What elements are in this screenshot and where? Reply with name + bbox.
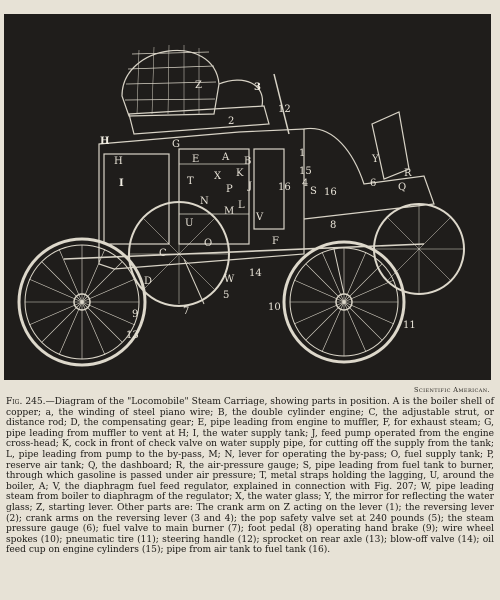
label-4: 4 bbox=[302, 178, 309, 189]
label-12: 12 bbox=[278, 104, 291, 115]
caption-figure-number: Fig. 245. bbox=[6, 397, 46, 407]
label-H2: H bbox=[114, 156, 123, 167]
label-16: 16 bbox=[278, 182, 291, 193]
label-M: M bbox=[224, 206, 235, 217]
label-15: 15 bbox=[299, 166, 312, 177]
label-16b: 16 bbox=[324, 187, 337, 198]
caption-text: —Diagram of the "Locomobile" Steam Carriage, showing parts in position. A is the boiler shell of copper; a, the winding of steel piano wire; B, the double cylinder engine; C, the adjustable strut, or distance rod; D, the compensating gear; E, pipe leading from engine to muffler, F, for exhaust steam; G, pipe leading from muffler to vent at H; I, the water supply tank; J, feed pump operated from the engine cross-head; K, cock in front of check valve on water supply pipe, for cutting off the supply from the tank; L, pipe leading from pump to the by-pass, M; N, lever for operating the by-pass; O, fuel supply tank; P, reserve air tank; Q, the dashboard; R, the air-pressure gauge; S, pipe leading from fuel tank to burner, through which gasoline is passed under air pressure; T, metal straps holding the lagging, U, around the boiler, A; V, the diaphragm fuel feed regulator, explained in connection with Fig. 207; W, pipe leading steam from boiler to diaphragm of the regulator; X, the water glass; Y, the mirror for reflecting the water glass; Z, starting lever. Other parts are: The crank arm on Z acting on the lever (1); the reversing lever (2); crank arms on the reversing lever (3 and 4); the pop safety valve set at 240 pounds (5); the steam pressure gauge (6); fuel valve to main burner (7); foot pedal (8) operating hand brake (9); wire wheel spokes (10); pneumatic tire (11); steering handle (12); sprocket on rear axle (13); blow-off valve (14); oil feed cup on engine cylinders (15); pipe from air tank to fuel tank (16). bbox=[6, 397, 494, 556]
label-E: E bbox=[192, 154, 200, 165]
label-C: C bbox=[159, 248, 167, 259]
label-13: 13 bbox=[126, 330, 139, 341]
label-2: 2 bbox=[228, 116, 235, 127]
boiler bbox=[179, 149, 252, 244]
label-J: J bbox=[248, 181, 253, 192]
label-L: L bbox=[238, 200, 245, 211]
label-V: V bbox=[256, 212, 264, 223]
label-Y: Y bbox=[372, 154, 379, 165]
label-8: 8 bbox=[330, 220, 337, 231]
front-right-wheel bbox=[374, 204, 464, 294]
label-S: S bbox=[310, 186, 317, 197]
label-W: W bbox=[224, 274, 235, 285]
label-10: 10 bbox=[268, 302, 281, 313]
label-5: 5 bbox=[223, 290, 230, 301]
label-O: O bbox=[204, 238, 213, 249]
label-T: T bbox=[187, 176, 194, 187]
figure-credit: Scientific American. bbox=[413, 386, 490, 394]
label-N: N bbox=[200, 196, 209, 207]
rear-right-wheel bbox=[129, 202, 229, 306]
front-left-wheel bbox=[284, 242, 404, 362]
label-K: K bbox=[236, 168, 244, 179]
label-H: H bbox=[100, 136, 110, 147]
label-7: 7 bbox=[183, 306, 190, 317]
seat-cushion bbox=[129, 106, 269, 134]
label-3: 3 bbox=[254, 82, 261, 93]
label-B: B bbox=[244, 156, 252, 167]
label-G: G bbox=[172, 139, 180, 150]
label-11: 11 bbox=[403, 320, 416, 331]
label-F: F bbox=[272, 236, 279, 247]
label-14: 14 bbox=[249, 268, 262, 279]
label-P: P bbox=[226, 184, 233, 195]
label-X: X bbox=[214, 171, 222, 182]
label-1: 1 bbox=[299, 148, 306, 159]
rear-left-wheel bbox=[19, 239, 145, 365]
label-A: A bbox=[222, 152, 230, 163]
carriage-diagram bbox=[4, 14, 491, 380]
label-R: R bbox=[404, 168, 412, 179]
label-6: 6 bbox=[370, 178, 377, 189]
water-tank bbox=[104, 154, 169, 244]
front-body bbox=[304, 128, 434, 219]
label-Z: Z bbox=[195, 80, 202, 91]
label-I: I bbox=[119, 178, 124, 189]
label-Q: Q bbox=[398, 182, 407, 193]
figure-caption bbox=[6, 397, 494, 556]
carriage-drawing bbox=[4, 14, 491, 380]
label-D: D bbox=[144, 276, 153, 287]
label-9: 9 bbox=[132, 309, 139, 320]
label-U: U bbox=[185, 218, 194, 229]
